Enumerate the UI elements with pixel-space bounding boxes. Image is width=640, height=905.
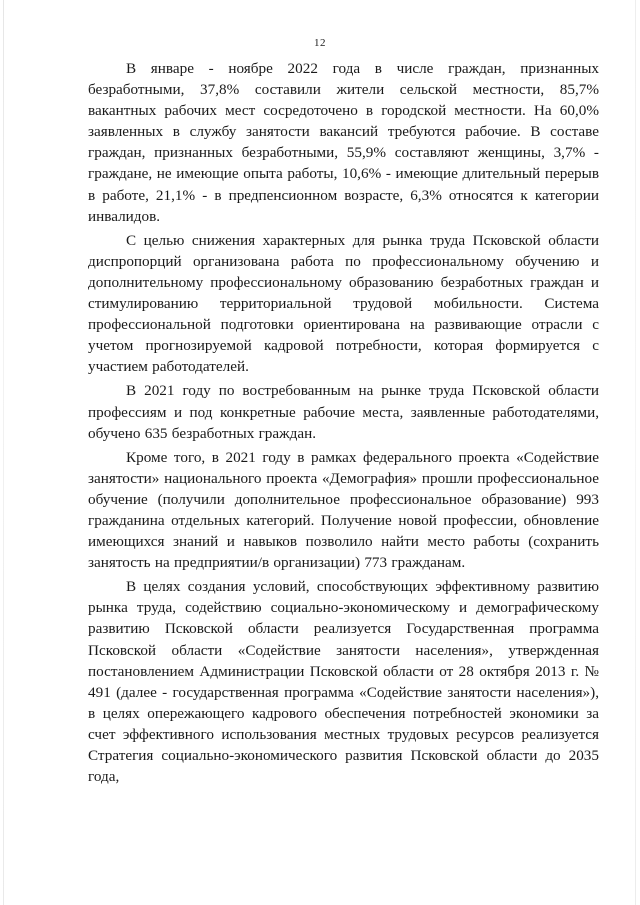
paragraph-state-program: В целях создания условий, способствующих эффективному развитию рынка труда, содействию социально-экономическому и демографическому развитию Псковской области реализуется Государственная программа Псковской области «Содействие занятости населения», утвержденная постановлением Администрации Псковской области от 28 октября 2013 г. № 491 (далее - государственная программа «Содействие занятости населения»), в целях опережающего кадрового обеспечения потребностей экономики за счет эффективного использования местных трудовых ресурсов реализуется Стратегия социально-экономического развития Псковской области до 2035 года,	[88, 578, 599, 786]
paragraph-federal-project: Кроме того, в 2021 году в рамках федерального проекта «Содействие занятости» национального проекта «Демография» прошли профессиональное обучение (получили дополнительное профессиональное образование) 993 гражданина отдельных категорий. Получение новой профессии, обновление имеющихся знаний и навыков позволило найти место работы (сохранить занятость на предприятии/в организации) 773 гражданам.	[88, 448, 599, 572]
paragraph-training-measures: С целью снижения характерных для рынка труда Псковской области диспропорций организована работа по профессиональному обучению и дополнительному профессиональному образованию безработных граждан и стимулированию территориальной трудовой мобильности. Система профессиональной подготовки ориентирована на развивающие отрасли с учетом прогнозируемой кадровой потребности, которая формируется с участием работодателей.	[88, 231, 599, 376]
page-number: 12	[314, 37, 326, 49]
scan-edge-left	[3, 0, 4, 905]
paragraph-unemployment-stats: В январе - ноябре 2022 года в числе граждан, признанных безработными, 37,8% составили жители сельской местности, 85,7% вакантных рабочих мест сосредоточено в городской местности. На 60,0% заявленных в службу занятости вакансий требуются рабочие. В составе граждан, признанных безработными, 55,9% составляют женщины, 3,7% - граждане, не имеющие опыта работы, 10,6% - имеющие длительный перерыв в работе, 21,1% - в предпенсионном возрасте, 6,3% относятся к категории инвалидов.	[88, 60, 599, 225]
document-body	[88, 58, 599, 787]
scan-edge-right	[635, 0, 636, 905]
paragraph-training-2021: В 2021 году по востребованным на рынке труда Псковской области профессиям и под конкретные рабочие места, заявленные работодателями, обучено 635 безработных граждан.	[88, 382, 599, 442]
